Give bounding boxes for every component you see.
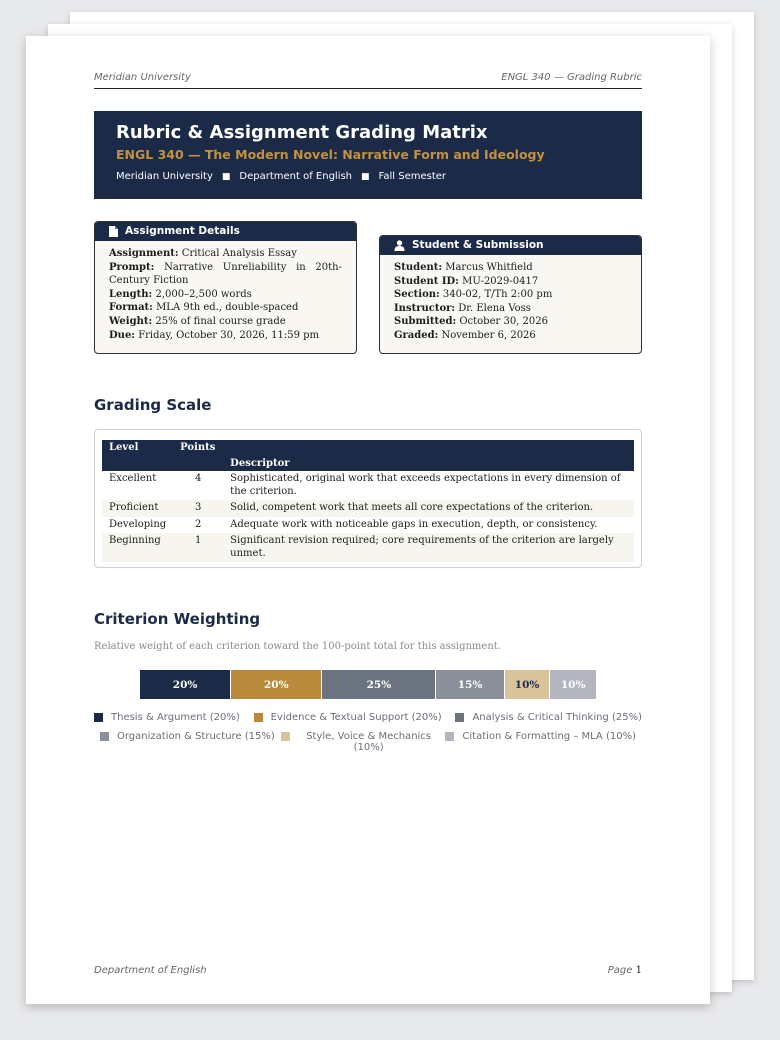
legend-item xyxy=(445,731,636,742)
field-label: Length: xyxy=(109,288,153,300)
legend-label: Citation & Formatting – MLA (10%) xyxy=(462,731,636,742)
course-subtitle: ENGL 340 — The Modern Novel: Narrative Form and Ideology xyxy=(116,147,545,162)
page-title: Rubric & Assignment Grading Matrix xyxy=(116,122,488,143)
criterion-weighting-bar xyxy=(140,670,596,699)
legend-item xyxy=(254,712,442,723)
grading-scale-table xyxy=(102,440,634,562)
column-header-descriptor: Descriptor xyxy=(223,440,634,471)
weight-bar-segment xyxy=(140,670,231,699)
level-cell: Beginning xyxy=(102,533,173,562)
assignment-details-body xyxy=(95,241,356,348)
field-value: 340-02, T/Th 2:00 pm xyxy=(442,289,553,301)
legend-label: Evidence & Textual Support (20%) xyxy=(270,712,442,723)
assignment-field xyxy=(109,247,342,261)
table-row xyxy=(102,500,634,517)
field-label: Student ID: xyxy=(394,275,459,287)
level-cell: Proficient xyxy=(102,500,173,517)
legend-swatch xyxy=(281,732,290,741)
field-label: Submitted: xyxy=(394,316,457,328)
student-submission-header xyxy=(380,236,641,255)
legend-swatch xyxy=(94,713,103,722)
column-header-points: Points xyxy=(173,440,223,471)
legend-swatch xyxy=(100,732,109,741)
legend-label: Organization & Structure (15%) xyxy=(117,731,275,742)
meta-semester: Fall Semester xyxy=(378,171,447,182)
table-row xyxy=(102,471,634,500)
running-header xyxy=(94,70,642,89)
weight-bar-segment xyxy=(550,670,596,699)
field-label: Due: xyxy=(109,329,135,341)
grading-scale-heading: Grading Scale xyxy=(94,396,212,414)
weighting-note: Relative weight of each criterion toward the 100-point total for this assignment. xyxy=(94,641,501,652)
segment-label: 25% xyxy=(366,678,392,691)
segment-label: 10% xyxy=(514,678,540,691)
legend-swatch xyxy=(254,713,263,722)
table-header-row xyxy=(102,440,634,471)
legend-row xyxy=(94,712,642,723)
field-value: MU-2029-0417 xyxy=(462,275,539,287)
legend-swatch xyxy=(455,713,464,722)
segment-label: 15% xyxy=(457,678,483,691)
field-value: 25% of final course grade xyxy=(155,315,286,327)
points-cell: 4 xyxy=(194,473,202,484)
descriptor-cell: Significant revision required; core requirements of the criterion are largely unmet. xyxy=(223,533,634,562)
student-field xyxy=(394,261,627,275)
student-submission-card xyxy=(379,235,642,354)
bullet-separator: ■ xyxy=(221,172,231,182)
field-value: October 30, 2026 xyxy=(459,316,548,328)
header-course-ref: ENGL 340 — Grading Rubric xyxy=(501,72,642,83)
banner-meta xyxy=(116,171,446,182)
section-field xyxy=(394,288,627,302)
field-value: Dr. Elena Voss xyxy=(458,302,531,314)
length-field xyxy=(109,288,342,302)
field-label: Format: xyxy=(109,302,153,314)
student-id-field xyxy=(394,275,627,289)
grading-scale-box xyxy=(94,429,642,568)
field-label: Prompt: xyxy=(109,261,155,273)
meta-institution: Meridian University xyxy=(116,171,213,182)
criterion-weighting-heading: Criterion Weighting xyxy=(94,610,261,628)
field-value: Critical Analysis Essay xyxy=(181,248,297,259)
legend-row xyxy=(94,731,642,753)
document-page xyxy=(26,36,710,1004)
field-value: November 6, 2026 xyxy=(441,329,536,341)
due-field xyxy=(109,329,342,343)
points-cell: 3 xyxy=(173,500,223,517)
legend-item xyxy=(100,731,275,742)
user-icon xyxy=(394,240,405,251)
submitted-field xyxy=(394,315,627,329)
field-value: Marcus Whitfield xyxy=(445,262,533,273)
field-value: Friday, October 30, 2026, 11:59 pm xyxy=(138,329,320,341)
field-value: 2,000–2,500 words xyxy=(155,288,252,300)
field-label: Section: xyxy=(394,289,440,301)
points-cell: 1 xyxy=(173,533,223,562)
weight-bar-segment xyxy=(231,670,322,699)
chart-legend xyxy=(94,712,642,761)
descriptor-cell: Adequate work with noticeable gaps in execution, depth, or consistency. xyxy=(230,518,598,530)
document-icon xyxy=(109,226,118,237)
legend-swatch xyxy=(445,732,454,741)
student-submission-body xyxy=(380,255,641,349)
segment-label: 20% xyxy=(172,678,198,691)
weight-bar-segment xyxy=(322,670,436,699)
legend-label: Analysis & Critical Thinking (25%) xyxy=(472,712,642,723)
field-label: Assignment: xyxy=(109,248,179,259)
field-label: Graded: xyxy=(394,329,439,341)
legend-item xyxy=(281,731,439,753)
column-header-level: Level xyxy=(102,440,173,471)
weight-bar-segment xyxy=(436,670,504,699)
descriptor-cell: Sophisticated, original work that exceeds expectations in every dimension of the criterion. xyxy=(230,473,621,497)
field-label: Student: xyxy=(394,262,443,273)
footer-page xyxy=(608,965,642,976)
assignment-details-card xyxy=(94,221,357,354)
table-row xyxy=(102,517,634,534)
header-institution: Meridian University xyxy=(94,72,191,83)
weight-bar-segment xyxy=(505,670,551,699)
title-banner xyxy=(94,111,642,199)
footer-department: Department of English xyxy=(94,965,207,976)
assignment-details-title: Assignment Details xyxy=(125,225,240,237)
segment-label: 20% xyxy=(263,678,289,691)
meta-department: Department of English xyxy=(239,171,353,182)
legend-label: Thesis & Argument (20%) xyxy=(111,712,240,723)
field-value: Narrative Unreliability in 20th-Century Fiction xyxy=(109,261,342,287)
page-label: Page xyxy=(607,965,633,976)
field-value: MLA 9th ed., double-spaced xyxy=(156,302,299,314)
field-label: Instructor: xyxy=(394,302,456,314)
instructor-field xyxy=(394,302,627,316)
legend-item xyxy=(94,712,240,723)
prompt-field xyxy=(109,261,342,288)
graded-field xyxy=(394,329,627,343)
weight-field xyxy=(109,315,342,329)
descriptor-cell: Solid, competent work that meets all core expectations of the criterion. xyxy=(223,500,634,517)
legend-label: Style, Voice & Mechanics (10%) xyxy=(306,731,432,753)
level-cell: Developing xyxy=(109,518,167,530)
format-field xyxy=(109,301,342,315)
page-number: 1 xyxy=(635,965,642,976)
bullet-separator: ■ xyxy=(361,172,370,182)
level-cell: Excellent xyxy=(109,473,157,484)
points-cell: 2 xyxy=(194,518,202,530)
field-label: Weight: xyxy=(109,315,153,327)
table-row xyxy=(102,533,634,562)
assignment-details-header xyxy=(95,222,356,241)
student-submission-title: Student & Submission xyxy=(412,239,544,251)
segment-label: 10% xyxy=(560,678,586,691)
legend-item xyxy=(455,712,642,723)
